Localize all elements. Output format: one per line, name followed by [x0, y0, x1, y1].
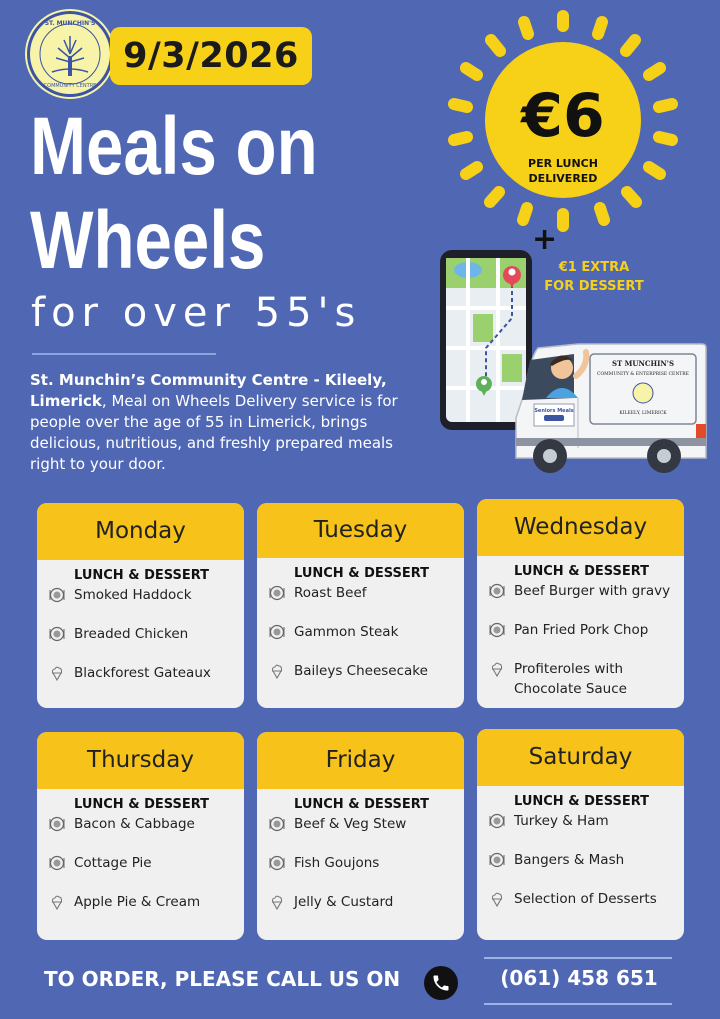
menu-item-label: Roast Beef [294, 585, 367, 601]
menu-item-label: Beef Burger with gravy [514, 583, 671, 599]
day-heading: Saturday [477, 729, 684, 786]
intro-rest: , Meal on Wheels Delivery service is for people over the age of 55 in Limerick, brings delicious, nutritious, and freshly prepared meals right to your door. [30, 392, 398, 473]
menu-item-label: Blackforest Gateaux [74, 665, 211, 681]
order-call-to-action: TO ORDER, PLEASE CALL US ON [44, 967, 401, 991]
dish-icon [489, 583, 505, 599]
dish-icon [49, 816, 65, 832]
van-icon [516, 344, 706, 473]
date-badge: 9/3/2026 [110, 27, 312, 85]
dessert-icon [269, 663, 285, 679]
dish-icon [269, 816, 285, 832]
menu-item-label: Apple Pie & Cream [74, 894, 201, 910]
phone-icon [424, 966, 458, 1000]
intro-bold: St. Munchin’s Community Centre - Kileely, Limerick [30, 371, 387, 410]
menu-item [489, 581, 674, 601]
menu-item-label: Baileys Cheesecake [294, 663, 428, 679]
plus-sign: + [532, 222, 558, 257]
dish-icon [489, 813, 505, 829]
day-heading: Friday [257, 732, 464, 789]
title-line-1: Meals on [30, 101, 318, 192]
menu-item-label: Smoked Haddock [74, 587, 192, 603]
price-caption-line-2: DELIVERED [528, 172, 598, 185]
menu-card-saturday [477, 729, 684, 940]
price-caption-line-1: PER LUNCH [528, 157, 598, 170]
logo-text-bottom: COMMUNITY CENTRE [43, 83, 97, 89]
van-sign-line-2: COMMUNITY & ENTERPRISE CENTRE [597, 372, 689, 377]
menu-card-tuesday [257, 503, 464, 708]
delivery-van-illustration [438, 248, 708, 480]
card-subheading: LUNCH & DESSERT [294, 566, 430, 581]
menu-item-label: Jelly & Custard [294, 894, 394, 910]
menu-item [49, 892, 234, 912]
menu-item [489, 811, 674, 831]
menu-item-label: Gammon Steak [294, 624, 399, 640]
menu-item [269, 814, 454, 834]
dessert-icon [489, 891, 505, 907]
menu-item [49, 814, 234, 834]
dessert-icon [489, 661, 505, 677]
menu-item-label: Fish Goujons [294, 855, 380, 871]
page-title [30, 100, 318, 288]
phone-map-icon [440, 250, 532, 430]
menu-item-label: Beef & Veg Stew [294, 816, 407, 832]
day-heading: Monday [37, 503, 244, 560]
day-heading: Thursday [37, 732, 244, 789]
title-line-2: Wheels [30, 195, 266, 286]
menu-item [489, 620, 674, 640]
phone-number[interactable]: (061) 458 651 [500, 966, 658, 990]
dessert-icon [269, 894, 285, 910]
dessert-icon [49, 894, 65, 910]
menu-card-friday [257, 732, 464, 940]
menu-item-label: Pan Fried Pork Chop [514, 622, 649, 638]
card-subheading: LUNCH & DESSERT [294, 797, 430, 812]
card-subheading: LUNCH & DESSERT [74, 568, 210, 583]
menu-item [489, 659, 674, 699]
menu-item [269, 853, 454, 873]
menu-item-label: Selection of Desserts [514, 891, 657, 907]
dish-icon [269, 624, 285, 640]
dish-icon [269, 855, 285, 871]
menu-item-label: Bacon & Cabbage [74, 816, 195, 832]
menu-item [49, 585, 234, 605]
menu-item [489, 889, 674, 909]
menu-item-label: Profiteroles with Chocolate Sauce [514, 661, 627, 697]
menu-item-label: Breaded Chicken [74, 626, 189, 642]
van-sign-line-1: ST MUNCHIN'S [611, 359, 675, 368]
day-heading: Wednesday [477, 499, 684, 556]
price-amount: €6 [521, 81, 605, 151]
page-subtitle: for over 55's [31, 290, 362, 336]
van-door-text: Seniors Meals [534, 408, 574, 414]
menu-item [489, 850, 674, 870]
card-subheading: LUNCH & DESSERT [514, 794, 650, 809]
phone-line-bottom [484, 1003, 672, 1005]
dish-icon [269, 585, 285, 601]
price-caption [498, 156, 628, 186]
menu-card-monday [37, 503, 244, 708]
dish-icon [49, 626, 65, 642]
menu-item [49, 624, 234, 644]
dessert-icon [49, 665, 65, 681]
van-sign-line-3: KILEELY, LIMERICK [619, 411, 667, 416]
menu-item [49, 853, 234, 873]
menu-item [269, 661, 454, 681]
extra-line-1: €1 EXTRA [558, 260, 630, 275]
menu-item [269, 622, 454, 642]
menu-item-label: Turkey & Ham [514, 813, 609, 829]
community-centre-logo [27, 11, 113, 97]
menu-item-label: Bangers & Mash [514, 852, 625, 868]
menu-card-wednesday [477, 499, 684, 708]
card-subheading: LUNCH & DESSERT [74, 797, 210, 812]
dish-icon [489, 622, 505, 638]
menu-item [49, 663, 234, 683]
logo-text-top: ST. MUNCHIN'S [44, 20, 96, 27]
dish-icon [489, 852, 505, 868]
extra-line-2: FOR DESSERT [544, 279, 644, 294]
menu-item [269, 892, 454, 912]
intro-paragraph [30, 370, 430, 475]
card-subheading: LUNCH & DESSERT [514, 564, 650, 579]
dish-icon [49, 855, 65, 871]
divider [32, 353, 216, 355]
phone-line-top [484, 957, 672, 959]
menu-item [269, 583, 454, 603]
day-heading: Tuesday [257, 503, 464, 558]
menu-card-thursday [37, 732, 244, 940]
menu-item-label: Cottage Pie [74, 855, 152, 871]
dish-icon [49, 587, 65, 603]
